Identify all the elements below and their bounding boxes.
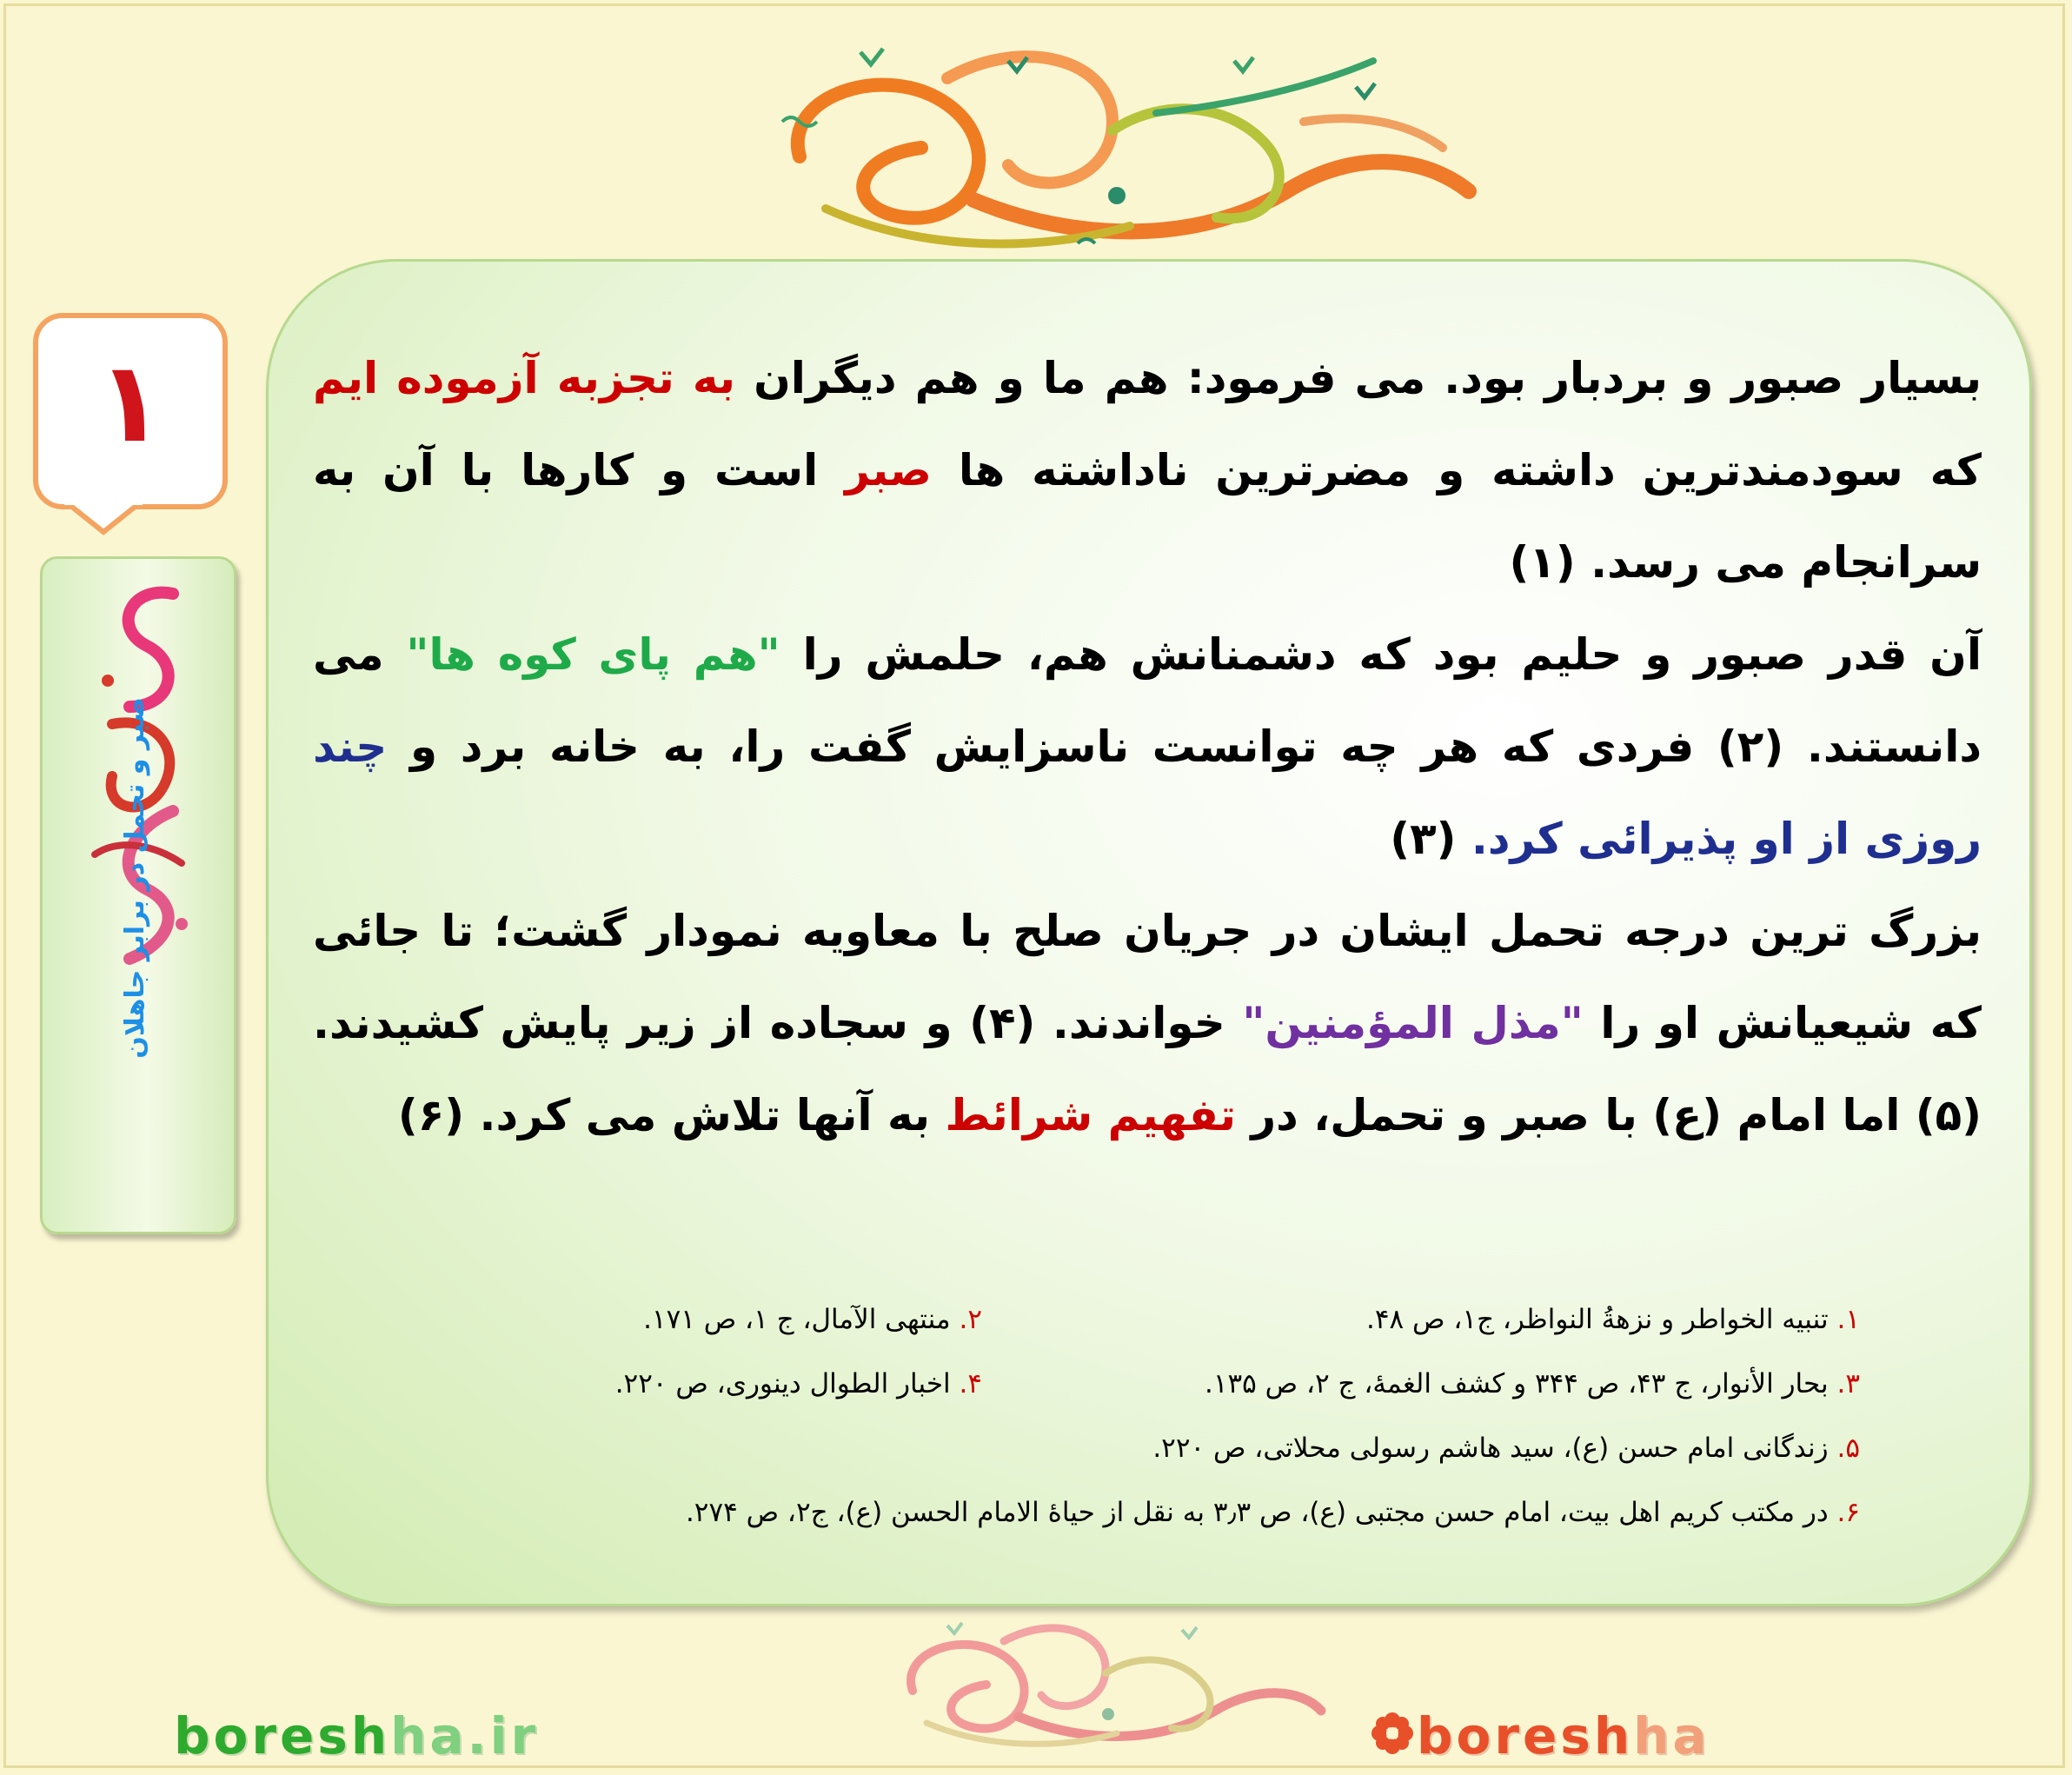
highlight-red: تفهیم شرائط <box>945 1090 1236 1140</box>
text-span: (۳) <box>1390 814 1471 864</box>
highlight-red: صبر <box>845 445 932 495</box>
badge-pointer-icon <box>64 501 143 535</box>
highlight-purple: "مذل المؤمنین" <box>1242 998 1584 1048</box>
footer-website-ext: ha.ir <box>390 1706 540 1765</box>
reference-text: منتهی الآمال، ج ۱، ص ۱۷۱. <box>643 1304 960 1335</box>
reference-text: بحار الأنوار، ج ۴۳، ص ۳۴۴ و کشف الغمهٔ، ج ۲، ص ۱۳۵. <box>1205 1368 1837 1399</box>
reference-text: تنبیه الخواطر و نزهةُ النواظر، ج۱، ص ۴۸. <box>1366 1304 1837 1335</box>
reference-text: اخبار الطوال دینوری، ص ۲۲۰. <box>614 1368 960 1399</box>
reference-item <box>615 1368 982 1399</box>
calligraphy-logo-icon <box>878 1608 1330 1760</box>
text-span: بزرگ ترین درجه تحمل ایشان در جریان صلح با معاویه نمودار گشت؛ تا جائی که شیعیانش او را <box>313 906 1982 1048</box>
reference-item <box>1366 1304 1860 1335</box>
reference-row <box>365 1368 1860 1433</box>
reference-text: زندگانی امام حسن (ع)، سید هاشم رسولی محلاتی، ص ۲۲۰. <box>1152 1433 1837 1464</box>
number-badge <box>33 313 228 509</box>
reference-row <box>365 1304 1860 1368</box>
text-span: است و کارها با آن به سرانجام می رسد. (۱) <box>313 445 1982 588</box>
footer-website[interactable] <box>174 1706 539 1765</box>
reference-text: در مکتب کریم اهل بیت، امام حسن مجتبی (ع)، ص ۳٫۳ به نقل از حیاهٔ الامام الحسن (ع)، ج۲، ص ۲۷۴. <box>685 1497 1837 1528</box>
footer-website-main: boresh <box>174 1706 391 1765</box>
footer-brand-main: boresh <box>1417 1706 1634 1765</box>
text-span: بسیار صبور و بردبار بود. می فرمود: هم ما و هم دیگران <box>735 353 1982 403</box>
reference-number: ۴. <box>959 1368 982 1399</box>
highlight-red: به تجزبه آزموده ایم <box>313 353 735 403</box>
reference-item <box>1152 1433 1860 1464</box>
side-caption: صبر و تحمل در برابر جاهلان <box>120 697 150 1059</box>
flower-logo-icon <box>1369 1710 1416 1757</box>
paragraph-3 <box>313 885 1982 1161</box>
references <box>365 1304 1860 1561</box>
reference-number: ۱. <box>1836 1304 1860 1335</box>
reference-number: ۳. <box>1836 1368 1860 1399</box>
footer-brand-ext: ha <box>1633 1706 1710 1765</box>
text-span: به آنها تلاش می کرد. (۶) <box>397 1090 946 1140</box>
badge-number: ۱ <box>96 338 165 468</box>
footer-brand[interactable] <box>1417 1706 1710 1765</box>
highlight-green: "هم پای کوه ها" <box>406 629 780 680</box>
text-span: خواندند. (۴) و سجاده از زیر پایش کشیدند. (۵) اما امام (ع) با صبر و تحمل، در <box>313 998 1982 1140</box>
reference-row <box>365 1497 1860 1561</box>
calligraphy-logo-icon <box>747 26 1495 269</box>
reference-item <box>643 1304 982 1335</box>
reference-row <box>365 1433 1860 1497</box>
highlight-navy: چند روزی از او پذیرائی کرد. <box>313 721 1982 864</box>
text-span: آن قدر صبور و حلیم بود که دشمنانش هم، حلمش را <box>780 629 1982 680</box>
main-text <box>313 332 1982 1161</box>
text-span: که سودمندترین داشته و مضرترین ناداشته ها <box>931 445 1982 495</box>
reference-number: ۵. <box>1836 1433 1860 1464</box>
reference-item <box>686 1497 1860 1528</box>
reference-number: ۶. <box>1836 1497 1860 1528</box>
paragraph-2 <box>313 608 1982 885</box>
reference-item <box>1205 1368 1860 1399</box>
paragraph-1 <box>313 332 1982 608</box>
text-span: می دانستند. (۲) فردی که هر چه توانست ناسزایش گفت را، به خانه برد و <box>313 629 1982 772</box>
reference-number: ۲. <box>959 1304 982 1335</box>
